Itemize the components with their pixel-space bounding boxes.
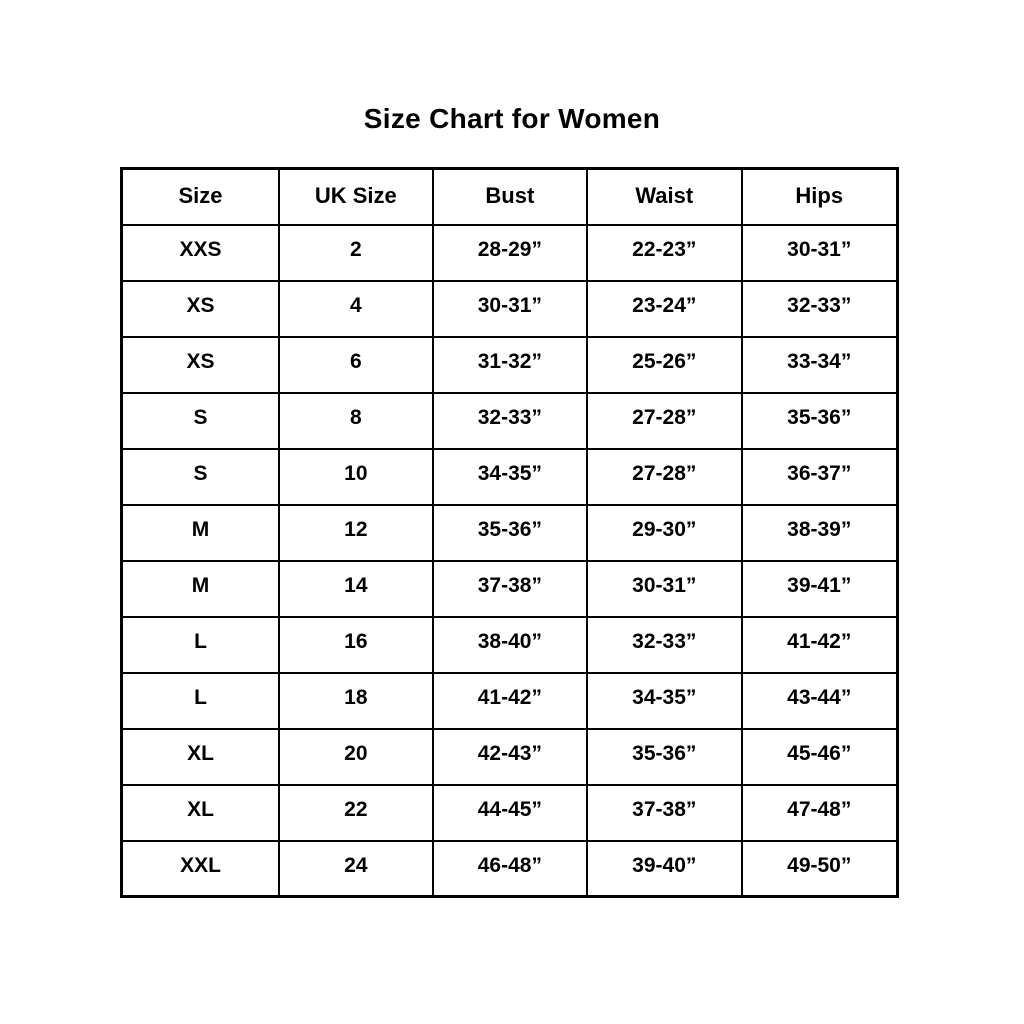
table-cell: S [122,393,280,449]
table-cell: 22-23” [587,225,741,281]
table-cell: 16 [279,617,433,673]
table-cell: 31-32” [433,337,587,393]
page-title: Size Chart for Women [363,103,661,134]
table-cell: 36-37” [742,449,898,505]
table-cell: S [122,449,280,505]
table-cell: 32-33” [587,617,741,673]
table-cell: 34-35” [587,673,741,729]
table-cell: 43-44” [742,673,898,729]
table-row [122,561,898,617]
table-cell: 29-30” [587,505,741,561]
column-header: Hips [742,169,898,225]
table-cell: L [122,673,280,729]
column-header: Waist [587,169,741,225]
table-cell: 35-36” [742,393,898,449]
table-cell: XL [122,785,280,841]
table-cell: XXS [122,225,280,281]
table-cell: 23-24” [587,281,741,337]
table-row [122,841,898,897]
table-cell: 18 [279,673,433,729]
table-cell: 44-45” [433,785,587,841]
table-cell: 41-42” [433,673,587,729]
table-cell: 25-26” [587,337,741,393]
table-cell: 35-36” [433,505,587,561]
table-row [122,505,898,561]
table-row [122,673,898,729]
table-cell: 27-28” [587,449,741,505]
table-cell: M [122,505,280,561]
table-cell: 27-28” [587,393,741,449]
table-cell: 8 [279,393,433,449]
table-cell: 37-38” [433,561,587,617]
table-cell: XS [122,337,280,393]
table-cell: 46-48” [433,841,587,897]
table-cell: XL [122,729,280,785]
table-cell: 49-50” [742,841,898,897]
table-cell: 39-41” [742,561,898,617]
table-cell: 47-48” [742,785,898,841]
table-row [122,449,898,505]
table-cell: 20 [279,729,433,785]
table-cell: 38-40” [433,617,587,673]
table-cell: 28-29” [433,225,587,281]
table-cell: 30-31” [742,225,898,281]
table-row [122,617,898,673]
table-cell: 32-33” [742,281,898,337]
table-row [122,337,898,393]
table-cell: 39-40” [587,841,741,897]
table-cell: 37-38” [587,785,741,841]
table-cell: 10 [279,449,433,505]
table-cell: 24 [279,841,433,897]
table-cell: XXL [122,841,280,897]
table-row [122,729,898,785]
size-table-header [122,169,898,225]
table-cell: M [122,561,280,617]
column-header: UK Size [279,169,433,225]
table-header-row [122,169,898,225]
table-cell: 30-31” [587,561,741,617]
table-cell: 38-39” [742,505,898,561]
table-row [122,225,898,281]
table-cell: 22 [279,785,433,841]
table-cell: 32-33” [433,393,587,449]
table-cell: 30-31” [433,281,587,337]
table-cell: 2 [279,225,433,281]
size-chart-table [120,167,899,898]
table-cell: 14 [279,561,433,617]
table-row [122,281,898,337]
table-cell: 45-46” [742,729,898,785]
column-header: Bust [433,169,587,225]
table-cell: 6 [279,337,433,393]
table-cell: XS [122,281,280,337]
table-cell: L [122,617,280,673]
table-row [122,393,898,449]
table-cell: 35-36” [587,729,741,785]
table-cell: 4 [279,281,433,337]
table-cell: 42-43” [433,729,587,785]
table-cell: 33-34” [742,337,898,393]
column-header: Size [122,169,280,225]
table-row [122,785,898,841]
table-cell: 41-42” [742,617,898,673]
table-cell: 34-35” [433,449,587,505]
table-cell: 12 [279,505,433,561]
size-table-body [122,225,898,897]
